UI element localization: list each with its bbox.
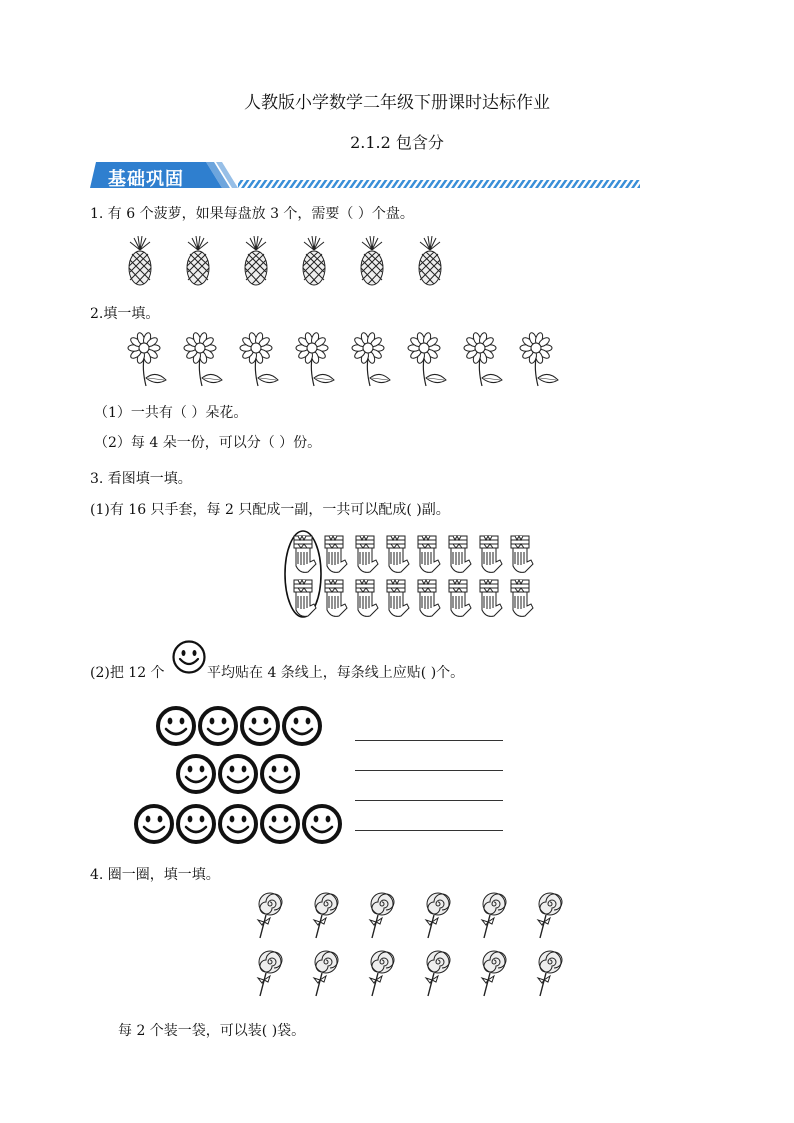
smiley-row: [134, 804, 344, 844]
flower-icon: [290, 330, 336, 388]
pineapple-row: [120, 236, 468, 286]
lollipop-icon: [424, 948, 454, 1000]
question-4: 4. 圈一圈，填一填。: [90, 867, 220, 883]
question-2-part-1: （1）一共有（ ）朵花。: [94, 405, 248, 421]
lollipop-icon: [424, 890, 454, 942]
glove-icon: [507, 578, 535, 618]
smiley-icon: [282, 706, 322, 746]
glove-icon: [445, 578, 473, 618]
lollipop-icon: [368, 948, 398, 1000]
lollipop-icon: [312, 948, 342, 1000]
smiley-icon: [176, 804, 216, 844]
smiley-icon: [302, 804, 342, 844]
smiley-row: [156, 706, 324, 746]
smiley-icon: [240, 706, 280, 746]
flower-icon: [458, 330, 504, 388]
glove-row-bottom: [290, 578, 538, 618]
lollipop-icon: [312, 890, 342, 942]
worksheet-title: 人教版小学数学二年级下册课时达标作业: [244, 93, 550, 113]
glove-icon: [507, 534, 535, 574]
lollipop-icon: [256, 948, 286, 1000]
glove-icon: [445, 534, 473, 574]
glove-icon: [414, 534, 442, 574]
smiley-row: [176, 754, 302, 794]
lollipop-icon: [480, 948, 510, 1000]
glove-icon: [476, 578, 504, 618]
question-2: 2.填一填。: [90, 306, 160, 322]
answer-line: [355, 770, 503, 771]
glove-icon: [352, 578, 380, 618]
smiley-icon: [218, 804, 258, 844]
answer-line: [355, 800, 503, 801]
flower-row: [122, 330, 570, 388]
smiley-icon: [218, 754, 258, 794]
glove-icon: [476, 534, 504, 574]
lollipop-row: [256, 890, 592, 942]
flower-icon: [346, 330, 392, 388]
smiley-icon: [198, 706, 238, 746]
glove-row-top: [290, 534, 538, 574]
lesson-subtitle: 2.1.2 包含分: [350, 133, 444, 152]
glove-icon: [383, 578, 411, 618]
glove-icon: [321, 534, 349, 574]
lollipop-row: [256, 948, 592, 1000]
lollipop-grid: [256, 890, 576, 1010]
smiley-group: [130, 702, 350, 852]
smiley-icon: [260, 804, 300, 844]
question-3-part-2-end: 平均贴在 4 条线上，每条线上应贴( )个。: [207, 665, 465, 681]
pineapple-icon: [178, 236, 218, 286]
section-label: 基础巩固: [108, 169, 184, 190]
answer-line: [355, 740, 503, 741]
flower-icon: [402, 330, 448, 388]
pineapple-icon: [294, 236, 334, 286]
pineapple-icon: [352, 236, 392, 286]
question-3-part-2-start: (2)把 12 个: [90, 665, 165, 681]
flower-icon: [234, 330, 280, 388]
answer-line: [355, 830, 503, 831]
flower-icon: [514, 330, 560, 388]
flower-icon: [178, 330, 224, 388]
glove-icon: [383, 534, 411, 574]
pineapple-icon: [120, 236, 160, 286]
lollipop-icon: [536, 890, 566, 942]
smiley-icon: [172, 640, 206, 674]
question-4-answer: 每 2 个装一袋，可以装( )袋。: [118, 1023, 306, 1039]
flower-icon: [122, 330, 168, 388]
smiley-icon: [260, 754, 300, 794]
glove-icon: [352, 534, 380, 574]
glove-icon: [414, 578, 442, 618]
lollipop-icon: [256, 890, 286, 942]
lollipop-icon: [536, 948, 566, 1000]
smiley-icon: [176, 754, 216, 794]
smiley-icon: [134, 804, 174, 844]
glove-grid: [282, 528, 544, 620]
glove-icon: [290, 578, 318, 618]
glove-icon: [290, 534, 318, 574]
lollipop-icon: [368, 890, 398, 942]
question-3: 3. 看图填一填。: [90, 471, 192, 487]
glove-icon: [321, 578, 349, 618]
pineapple-icon: [236, 236, 276, 286]
question-1: 1. 有 6 个菠萝，如果每盘放 3 个，需要（ ）个盘。: [90, 206, 414, 222]
question-2-part-2: （2）每 4 朵一份，可以分（ ）份。: [94, 435, 322, 451]
lollipop-icon: [480, 890, 510, 942]
question-3-part-1: (1)有 16 只手套，每 2 只配成一副，一共可以配成( )副。: [90, 502, 450, 518]
pineapple-icon: [410, 236, 450, 286]
smiley-icon: [156, 706, 196, 746]
